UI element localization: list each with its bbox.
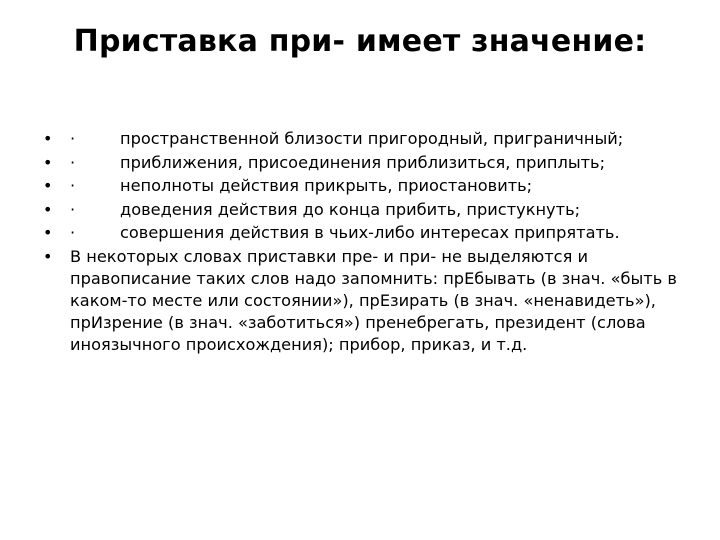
list-item-text: В некоторых словах приставки пре- и при- не выделяются и правописание таких слов надо запомнить: прЕбывать (в знач. «быть в каком-то месте или состоянии»), прЕзирать (в знач. «ненавидеть»), прИзрение (в знач. «заботиться») пренебрегать, президент (слова иноязычного происхождения); прибор, приказ, и т.д. (70, 246, 677, 354)
list-item-text: неполноты действия прикрыть, приостановить; (120, 176, 533, 195)
list-item-text: совершения действия в чьих-либо интересах припрятать. (120, 223, 620, 242)
bullet-icon: • (43, 152, 53, 172)
list-item-text: пространственной близости пригородный, приграничный; (120, 129, 624, 148)
bullet-icon: • (43, 199, 53, 219)
slide-title: Приставка при- имеет значение: (73, 24, 647, 59)
bullet-icon: • (43, 223, 53, 242)
middle-dot-marker: · (70, 129, 76, 148)
bullet-icon: • (43, 129, 53, 148)
middle-dot-marker: · (70, 223, 76, 242)
list-item-text: приближения, присоединения приблизиться, приплыть; (120, 152, 606, 172)
bullet-list (40, 128, 690, 357)
list-item (40, 152, 690, 174)
list-item-text: доведения действия до конца прибить, пристукнуть; (120, 199, 581, 219)
list-item (40, 128, 690, 150)
middle-dot-marker: · (70, 152, 76, 172)
middle-dot-marker: · (70, 199, 76, 219)
bullet-icon: • (43, 176, 53, 195)
bullet-icon: • (43, 246, 53, 266)
list-item (40, 246, 690, 356)
list-item (40, 222, 690, 244)
middle-dot-marker: · (70, 176, 76, 195)
list-item (40, 199, 690, 221)
list-item (40, 175, 690, 197)
